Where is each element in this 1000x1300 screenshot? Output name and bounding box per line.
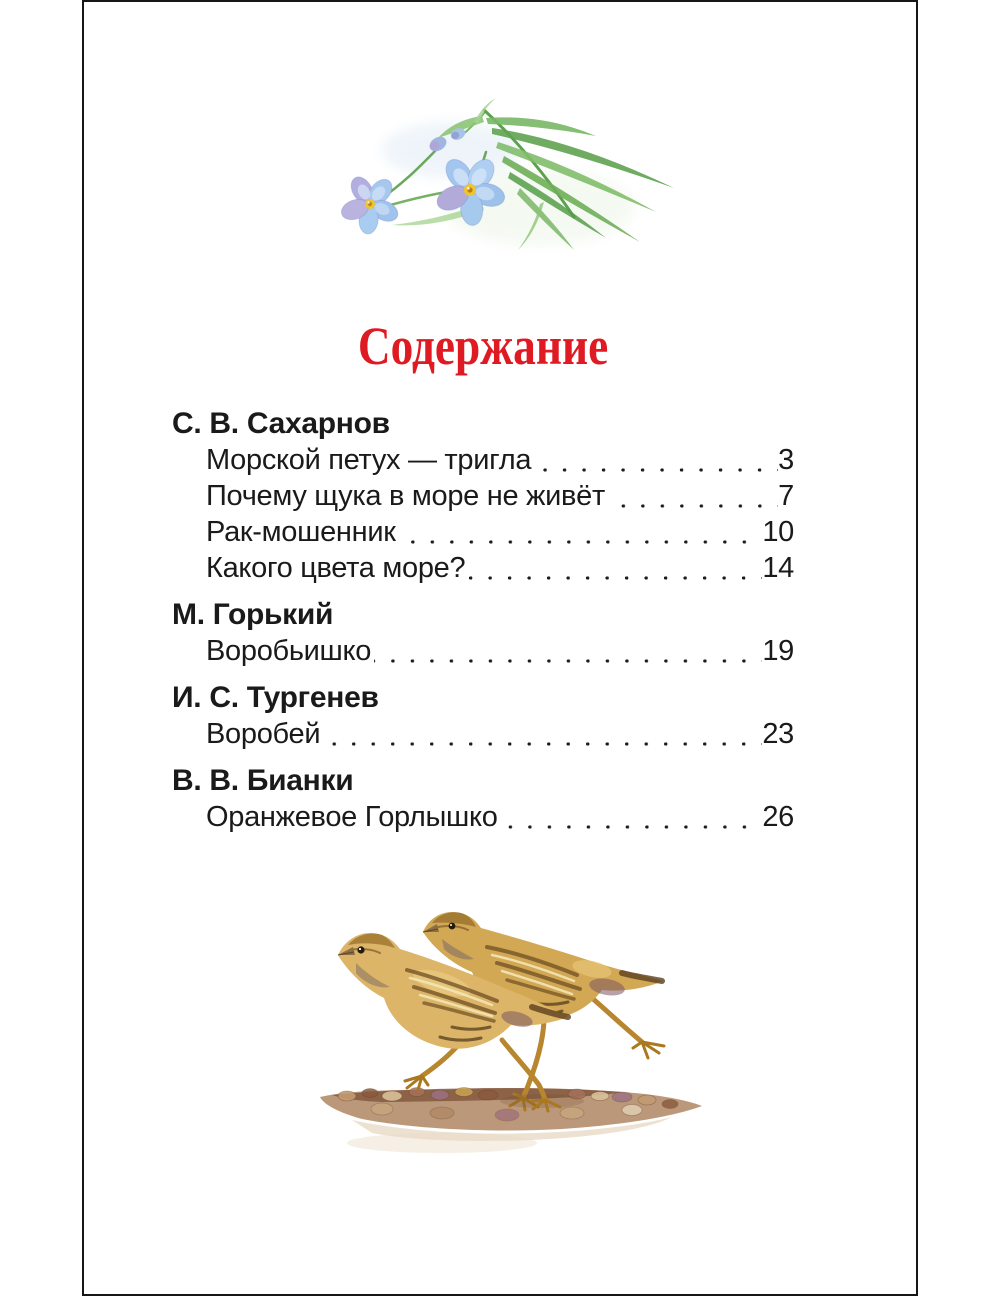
running-chicks-illustration xyxy=(292,895,722,1170)
toc-entry-page: 19 xyxy=(762,635,794,667)
dot-leader xyxy=(501,799,763,835)
toc-entry-title: Воробей xyxy=(206,718,321,750)
toc-author: М. Горький xyxy=(172,598,334,631)
toc-entry-title: Какого цвета море? xyxy=(206,552,466,584)
contents-title-row xyxy=(172,316,794,376)
toc-entry xyxy=(172,442,794,478)
toc-entry-page: 14 xyxy=(762,552,794,584)
page-title: Содержание xyxy=(357,316,609,376)
toc-author: В. В. Бианки xyxy=(172,764,354,797)
toc-author: И. С. Тургенев xyxy=(172,681,379,714)
toc-entry xyxy=(172,716,794,752)
toc-entry-page: 26 xyxy=(762,801,794,833)
toc-entry-page: 7 xyxy=(778,480,794,512)
toc-section xyxy=(172,406,794,586)
toc-author: С. В. Сахарнов xyxy=(172,407,390,440)
dot-leader xyxy=(323,716,762,752)
left-flax-flower xyxy=(339,173,402,235)
toc-entry xyxy=(172,478,794,514)
toc-entry-page: 23 xyxy=(762,718,794,750)
toc-entry xyxy=(172,550,794,586)
toc-entry-page: 10 xyxy=(762,516,794,548)
toc-section xyxy=(172,680,794,752)
toc-entry-title: Рак-мошенник xyxy=(206,516,396,548)
toc-entry-title: Оранжевое Горлышко xyxy=(206,801,498,833)
toc-entry-page: 3 xyxy=(778,444,794,476)
toc-entry-title: Морской петух — тригла xyxy=(206,444,532,476)
toc-entry-title: Воробьишко xyxy=(206,635,372,667)
toc-entry-title: Почему щука в море не живёт xyxy=(206,480,605,512)
dot-leader xyxy=(399,514,763,550)
toc-entry xyxy=(172,514,794,550)
dot-leader xyxy=(374,633,762,669)
toc-section xyxy=(172,597,794,669)
toc-entry xyxy=(172,633,794,669)
toc-section xyxy=(172,763,794,835)
front-chick-eye xyxy=(357,946,364,953)
dot-leader xyxy=(534,442,778,478)
table-of-contents xyxy=(172,406,794,835)
toc-entry xyxy=(172,799,794,835)
book-page xyxy=(82,0,918,1296)
dot-leader xyxy=(608,478,778,514)
dot-leader xyxy=(468,550,762,586)
rear-chick-eye xyxy=(449,923,456,930)
flax-flowers-illustration xyxy=(334,92,694,277)
